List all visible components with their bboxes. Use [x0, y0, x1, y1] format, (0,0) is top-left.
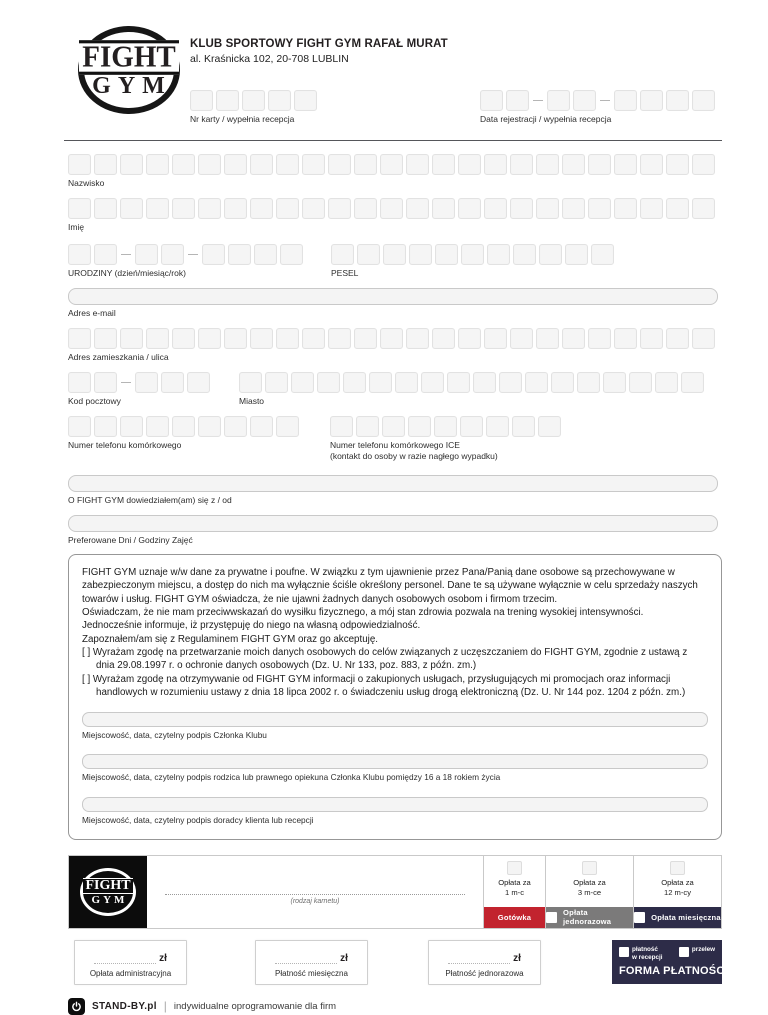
monthly-fee-box	[255, 940, 368, 985]
char-cell[interactable]	[547, 90, 570, 111]
char-cell[interactable]	[198, 328, 221, 349]
registration-date-cells	[480, 90, 718, 111]
char-cell[interactable]	[512, 416, 535, 437]
option-3-months	[545, 856, 633, 928]
payment-form-options	[619, 946, 715, 962]
reception-label-line2: w recepcji	[632, 953, 663, 961]
char-cell[interactable]	[120, 416, 143, 437]
card-number-field	[190, 90, 320, 124]
char-cell[interactable]	[146, 328, 169, 349]
payment-panel	[68, 855, 722, 929]
char-cell[interactable]	[588, 154, 611, 175]
member-signature-label: Miejscowość, data, czytelny podpis Członka Klubu	[82, 730, 267, 741]
one-time-fee-box	[428, 940, 541, 985]
option-12-line2: 12 m-cy	[663, 888, 691, 898]
footer	[68, 998, 718, 1015]
char-cell[interactable]	[506, 90, 529, 111]
reception-fields	[190, 90, 718, 124]
char-cell[interactable]	[458, 198, 481, 219]
option-3-line1: Opłata za	[573, 877, 606, 887]
option-12-months-label	[661, 878, 694, 899]
char-cell[interactable]	[562, 198, 585, 219]
one-time-checkbox[interactable]	[546, 912, 557, 923]
option-1-line1: Opłata za	[498, 877, 531, 887]
char-cell[interactable]	[603, 372, 626, 393]
char-cell[interactable]	[458, 154, 481, 175]
char-cell[interactable]	[331, 244, 354, 265]
char-cell[interactable]	[538, 416, 561, 437]
char-cell[interactable]	[172, 154, 195, 175]
form-header	[68, 26, 718, 124]
char-cell[interactable]	[666, 154, 689, 175]
char-cell[interactable]	[640, 90, 663, 111]
phone-ice-field	[330, 416, 564, 461]
email-input[interactable]	[68, 288, 718, 305]
char-cell[interactable]	[573, 90, 596, 111]
char-cell[interactable]	[357, 244, 380, 265]
char-cell[interactable]	[354, 198, 377, 219]
surname-cells	[68, 154, 718, 175]
guardian-signature-input[interactable]	[82, 754, 708, 769]
card-number-cells	[190, 90, 320, 111]
standby-brand: STAND-BY.pl	[92, 1000, 157, 1012]
pesel-label: PESEL	[331, 268, 359, 278]
cash-button[interactable]: Gotówka	[484, 907, 545, 928]
birth-date-field	[68, 244, 306, 278]
option-1-line2: 1 m-c	[505, 888, 524, 898]
char-cell[interactable]	[588, 198, 611, 219]
char-cell[interactable]	[328, 198, 351, 219]
pass-type-input[interactable]	[165, 894, 465, 895]
char-cell[interactable]	[432, 328, 455, 349]
option-12-line1: Opłata za	[661, 877, 694, 887]
club-logo	[68, 26, 190, 124]
char-cell[interactable]	[250, 154, 273, 175]
char-cell[interactable]	[146, 416, 169, 437]
char-cell[interactable]	[302, 198, 325, 219]
char-cell[interactable]	[68, 154, 91, 175]
advisor-signature-label: Miejscowość, data, czytelny podpis doradcy klienta lub recepcji	[82, 814, 314, 825]
char-cell[interactable]	[539, 244, 562, 265]
monthly-fee-currency: zł	[340, 952, 348, 964]
option-1-month-top	[484, 856, 545, 907]
char-cell[interactable]	[432, 154, 455, 175]
char-cell[interactable]	[228, 244, 251, 265]
char-cell[interactable]	[536, 154, 559, 175]
preferred-times-input[interactable]	[68, 515, 718, 532]
dash-separator	[533, 100, 543, 101]
member-signature-input[interactable]	[82, 712, 708, 727]
char-cell[interactable]	[250, 416, 273, 437]
char-cell[interactable]	[380, 198, 403, 219]
email-label: Adres e-mail	[68, 308, 116, 318]
surname-field	[68, 154, 718, 188]
char-cell[interactable]	[536, 198, 559, 219]
one-time-fee-label: Płatność jednorazowa	[445, 968, 524, 978]
fight-gym-logo-icon	[78, 26, 180, 114]
option-12-months-top	[634, 856, 721, 907]
phone-field	[68, 416, 302, 461]
char-cell[interactable]	[666, 198, 689, 219]
char-cell[interactable]	[640, 328, 663, 349]
char-cell[interactable]	[487, 244, 510, 265]
postal-code-cells	[68, 372, 213, 393]
char-cell[interactable]	[382, 416, 405, 437]
char-cell[interactable]	[120, 328, 143, 349]
char-cell[interactable]	[499, 372, 522, 393]
agreement-paragraph-4: Zapoznałem/am się z Regulaminem FIGHT GYM oraz go akceptuję.	[82, 633, 379, 645]
phones-row	[68, 416, 718, 461]
char-cell[interactable]	[473, 372, 496, 393]
registration-date-label: Data rejestracji / wypełnia recepcja	[480, 114, 612, 124]
char-cell[interactable]	[562, 154, 585, 175]
footer-separator: |	[163, 999, 167, 1014]
monthly-payment-button[interactable]	[634, 907, 721, 928]
char-cell[interactable]	[460, 416, 483, 437]
dash-separator	[600, 100, 610, 101]
option-3-months-checkbox[interactable]	[582, 861, 597, 875]
char-cell[interactable]	[484, 198, 507, 219]
agreement-paragraph-2: Oświadczam, że nie mam przeciwwskazań do wysiłku fizycznego, a mój stan zdrowia pozwala na trening wysokiej intensywności.	[82, 606, 644, 618]
char-cell[interactable]	[198, 416, 221, 437]
char-cell[interactable]	[655, 372, 678, 393]
one-time-button-label: Opłata jednorazowa	[563, 908, 612, 927]
char-cell[interactable]	[135, 372, 158, 393]
club-title: KLUB SPORTOWY FIGHT GYM RAFAŁ MURAT	[190, 38, 448, 50]
char-cell[interactable]	[280, 244, 303, 265]
monthly-fee-amount[interactable]	[264, 954, 359, 964]
char-cell[interactable]	[239, 372, 262, 393]
transfer-label: przelew	[691, 945, 715, 953]
transfer-checkbox[interactable]	[679, 947, 689, 957]
char-cell[interactable]	[242, 90, 265, 111]
char-cell[interactable]	[435, 244, 458, 265]
referral-source-field	[68, 475, 718, 505]
char-cell[interactable]	[94, 416, 117, 437]
first-name-label: Imię	[68, 222, 85, 232]
card-number-label: Nr karty / wypełnia recepcja	[190, 114, 295, 124]
agreement-box	[68, 554, 722, 840]
char-cell[interactable]	[354, 154, 377, 175]
dash-separator	[121, 254, 131, 255]
birth-pesel-row	[68, 244, 718, 278]
option-3-line2: 3 m-ce	[577, 888, 602, 898]
char-cell[interactable]	[614, 198, 637, 219]
char-cell[interactable]	[640, 154, 663, 175]
city-label: Miasto	[239, 396, 265, 406]
char-cell[interactable]	[94, 198, 117, 219]
char-cell[interactable]	[406, 328, 429, 349]
street-cells	[68, 328, 718, 349]
reception-label-line1: płatność	[632, 945, 658, 953]
pesel-field	[331, 244, 617, 278]
first-name-cells	[68, 198, 718, 219]
option-12-months	[633, 856, 721, 928]
char-cell[interactable]	[510, 154, 533, 175]
monthly-fee-dots	[275, 954, 337, 964]
monthly-checkbox[interactable]	[634, 912, 645, 923]
referral-source-label: O FIGHT GYM dowiedziałem(am) się z / od	[68, 495, 232, 505]
char-cell[interactable]	[395, 372, 418, 393]
char-cell[interactable]	[268, 90, 291, 111]
char-cell[interactable]	[317, 372, 340, 393]
char-cell[interactable]	[224, 154, 247, 175]
preferred-times-field	[68, 515, 718, 545]
phone-ice-label: Numer telefonu komórkowego ICE	[330, 440, 460, 450]
char-cell[interactable]	[577, 372, 600, 393]
char-cell[interactable]	[302, 328, 325, 349]
agreement-paragraph-1: FIGHT GYM uznaje w/w dane za prywatne i poufne. W związku z tym ujawnienie przez Pana/Panią dane osobowe są przechowywane w zabezpieczonym miejscu, a dostęp do nich ma wyłącznie ściśle określony personel. Dane te są używane wyłącznie w celu sprzedaży naszych towarów i usług. FIGHT GYM oświadcza, że nie ujawni żadnych danych osobowych osobom i firmom trzecim.	[82, 567, 698, 605]
char-cell[interactable]	[510, 198, 533, 219]
pass-type-hint: (rodzaj karnetu)	[290, 897, 340, 905]
char-cell[interactable]	[146, 198, 169, 219]
street-field	[68, 328, 718, 362]
pay-at-reception-label	[632, 946, 662, 962]
char-cell[interactable]	[692, 328, 715, 349]
monthly-button-label: Opłata miesięczna	[651, 912, 721, 922]
char-cell[interactable]	[461, 244, 484, 265]
payment-logo-block	[69, 856, 147, 928]
char-cell[interactable]	[202, 244, 225, 265]
email-field	[68, 288, 718, 318]
char-cell[interactable]	[406, 154, 429, 175]
admin-fee-box	[74, 940, 187, 985]
option-3-months-top	[546, 856, 633, 907]
char-cell[interactable]	[510, 328, 533, 349]
char-cell[interactable]	[434, 416, 457, 437]
char-cell[interactable]	[216, 90, 239, 111]
surname-label: Nazwisko	[68, 178, 105, 188]
char-cell[interactable]	[190, 90, 213, 111]
char-cell[interactable]	[406, 198, 429, 219]
char-cell[interactable]	[614, 328, 637, 349]
char-cell[interactable]	[161, 244, 184, 265]
char-cell[interactable]	[68, 328, 91, 349]
char-cell[interactable]	[380, 328, 403, 349]
admin-fee-dots	[94, 954, 156, 964]
char-cell[interactable]	[291, 372, 314, 393]
char-cell[interactable]	[328, 154, 351, 175]
char-cell[interactable]	[276, 416, 299, 437]
phone-cells	[68, 416, 302, 437]
birth-date-cells	[68, 244, 306, 265]
pass-type-area	[147, 856, 483, 928]
char-cell[interactable]	[68, 372, 91, 393]
header-right	[190, 26, 718, 124]
char-cell[interactable]	[294, 90, 317, 111]
char-cell[interactable]	[135, 244, 158, 265]
dash-separator	[121, 382, 131, 383]
char-cell[interactable]	[525, 372, 548, 393]
guardian-signature-label: Miejscowość, data, czytelny podpis rodzica lub prawnego opiekuna Członka Klubu pomiędzy 16 a 18 rokiem życia	[82, 772, 501, 783]
char-cell[interactable]	[328, 328, 351, 349]
char-cell[interactable]	[254, 244, 277, 265]
one-time-fee-amount[interactable]	[437, 954, 532, 964]
phone-ice-cells	[330, 416, 564, 437]
char-cell[interactable]	[562, 328, 585, 349]
header-divider	[64, 140, 722, 141]
city-field	[239, 372, 707, 406]
preferred-times-label: Preferowane Dni / Godziny Zajęć	[68, 535, 193, 545]
char-cell[interactable]	[432, 198, 455, 219]
char-cell[interactable]	[513, 244, 536, 265]
char-cell[interactable]	[250, 328, 273, 349]
pay-at-reception-checkbox[interactable]	[619, 947, 629, 957]
logo-text-gym: GYM	[92, 72, 172, 99]
birth-date-label: URODZINY (dzień/miesiąc/rok)	[68, 268, 186, 278]
char-cell[interactable]	[666, 90, 689, 111]
char-cell[interactable]	[565, 244, 588, 265]
char-cell[interactable]	[172, 328, 195, 349]
agreement-paragraph-3: Jednocześnie informuje, iż przystępuję do niego na własną odpowiedzialność.	[82, 620, 421, 632]
char-cell[interactable]	[302, 154, 325, 175]
char-cell[interactable]	[588, 328, 611, 349]
consent-marketing[interactable]: [ ] Wyrażam zgodę na otrzymywanie od FIGHT GYM informacji o zakupionych usługach, przysługujących mi promocjach oraz informacji handlowych w rozumieniu ustawy z dnia 18 lipca 2002 r. o świadczeniu usług drogą elektroniczną (Dz. U. Nr 144 poz. 1204 z późn. zm.)	[82, 673, 686, 698]
option-1-month-checkbox[interactable]	[507, 861, 522, 875]
char-cell[interactable]	[408, 416, 431, 437]
char-cell[interactable]	[187, 372, 210, 393]
char-cell[interactable]	[94, 154, 117, 175]
char-cell[interactable]	[276, 198, 299, 219]
phone-ice-note: (kontakt do osoby w razie nagłego wypadku)	[330, 451, 498, 461]
char-cell[interactable]	[614, 154, 637, 175]
char-cell[interactable]	[94, 372, 117, 393]
payment-options	[483, 856, 721, 928]
char-cell[interactable]	[447, 372, 470, 393]
char-cell[interactable]	[666, 328, 689, 349]
char-cell[interactable]	[614, 90, 637, 111]
referral-source-input[interactable]	[68, 475, 718, 492]
char-cell[interactable]	[484, 154, 507, 175]
payment-form-box	[612, 940, 728, 984]
char-cell[interactable]	[551, 372, 574, 393]
phone-label: Numer telefonu komórkowego	[68, 440, 182, 450]
char-cell[interactable]	[421, 372, 444, 393]
char-cell[interactable]	[265, 372, 288, 393]
one-time-fee-dots	[448, 954, 510, 964]
char-cell[interactable]	[68, 198, 91, 219]
fight-gym-mini-logo-icon	[80, 868, 136, 916]
one-time-payment-button[interactable]	[546, 907, 633, 928]
char-cell[interactable]	[146, 154, 169, 175]
char-cell[interactable]	[172, 416, 195, 437]
fees-row	[68, 940, 728, 985]
advisor-signature-input[interactable]	[82, 797, 708, 812]
char-cell[interactable]	[224, 416, 247, 437]
postal-city-row	[68, 372, 718, 406]
char-cell[interactable]	[692, 198, 715, 219]
char-cell[interactable]	[354, 328, 377, 349]
admin-fee-currency: zł	[159, 952, 167, 964]
admin-fee-label: Opłata administracyjna	[89, 968, 172, 978]
transfer-option[interactable]	[679, 946, 715, 957]
char-cell[interactable]	[276, 154, 299, 175]
char-cell[interactable]	[198, 198, 221, 219]
char-cell[interactable]	[161, 372, 184, 393]
char-cell[interactable]	[356, 416, 379, 437]
char-cell[interactable]	[198, 154, 221, 175]
consent-data-processing[interactable]: [ ] Wyrażam zgodę na przetwarzanie moich danych osobowych do celów związanych z uczęszczaniem do FIGHT GYM, zgodnie z ustawą z dnia 29.08.1997 r. o ochronie danych osobowych (Dz. U. Nr 133, poz. 883, z późn. zm.)	[82, 646, 688, 672]
street-label: Adres zamieszkania / ulica	[68, 352, 169, 362]
char-cell[interactable]	[486, 416, 509, 437]
char-cell[interactable]	[172, 198, 195, 219]
one-time-fee-currency: zł	[513, 952, 521, 964]
char-cell[interactable]	[692, 90, 715, 111]
char-cell[interactable]	[383, 244, 406, 265]
char-cell[interactable]	[120, 198, 143, 219]
char-cell[interactable]	[480, 90, 503, 111]
char-cell[interactable]	[458, 328, 481, 349]
option-1-month	[483, 856, 545, 928]
postal-code-label: Kod pocztowy	[68, 396, 121, 406]
char-cell[interactable]	[343, 372, 366, 393]
char-cell[interactable]	[409, 244, 432, 265]
char-cell[interactable]	[640, 198, 663, 219]
option-1-month-label	[498, 878, 531, 899]
city-cells	[239, 372, 707, 393]
option-3-months-label	[573, 878, 606, 899]
char-cell[interactable]	[330, 416, 353, 437]
admin-fee-amount[interactable]	[83, 954, 178, 964]
monthly-fee-label: Płatność miesięczna	[275, 968, 348, 978]
char-cell[interactable]	[369, 372, 392, 393]
char-cell[interactable]	[94, 244, 117, 265]
char-cell[interactable]	[68, 244, 91, 265]
char-cell[interactable]	[380, 154, 403, 175]
char-cell[interactable]	[94, 328, 117, 349]
char-cell[interactable]	[536, 328, 559, 349]
char-cell[interactable]	[250, 198, 273, 219]
postal-code-field	[68, 372, 213, 406]
pesel-cells	[331, 244, 617, 265]
mini-logo-text-fight: FIGHT	[85, 878, 131, 894]
power-icon	[68, 998, 85, 1015]
club-address: al. Kraśnicka 102, 20-708 LUBLIN	[190, 53, 349, 65]
char-cell[interactable]	[224, 328, 247, 349]
char-cell[interactable]	[681, 372, 704, 393]
char-cell[interactable]	[629, 372, 652, 393]
char-cell[interactable]	[276, 328, 299, 349]
char-cell[interactable]	[68, 416, 91, 437]
char-cell[interactable]	[591, 244, 614, 265]
logo-text-fight: FIGHT	[79, 40, 178, 74]
mini-logo-text-gym: GYM	[91, 893, 128, 906]
registration-date-field	[480, 90, 718, 124]
personal-data-section	[68, 154, 718, 545]
payment-form-title: FORMA PŁATNOŚCI	[619, 964, 728, 977]
char-cell[interactable]	[484, 328, 507, 349]
first-name-field	[68, 198, 718, 232]
pay-at-reception-option[interactable]	[619, 946, 662, 962]
char-cell[interactable]	[224, 198, 247, 219]
option-12-months-checkbox[interactable]	[670, 861, 685, 875]
char-cell[interactable]	[120, 154, 143, 175]
footer-tagline: indywidualne oprogramowanie dla firm	[173, 1000, 337, 1012]
char-cell[interactable]	[692, 154, 715, 175]
dash-separator	[188, 254, 198, 255]
